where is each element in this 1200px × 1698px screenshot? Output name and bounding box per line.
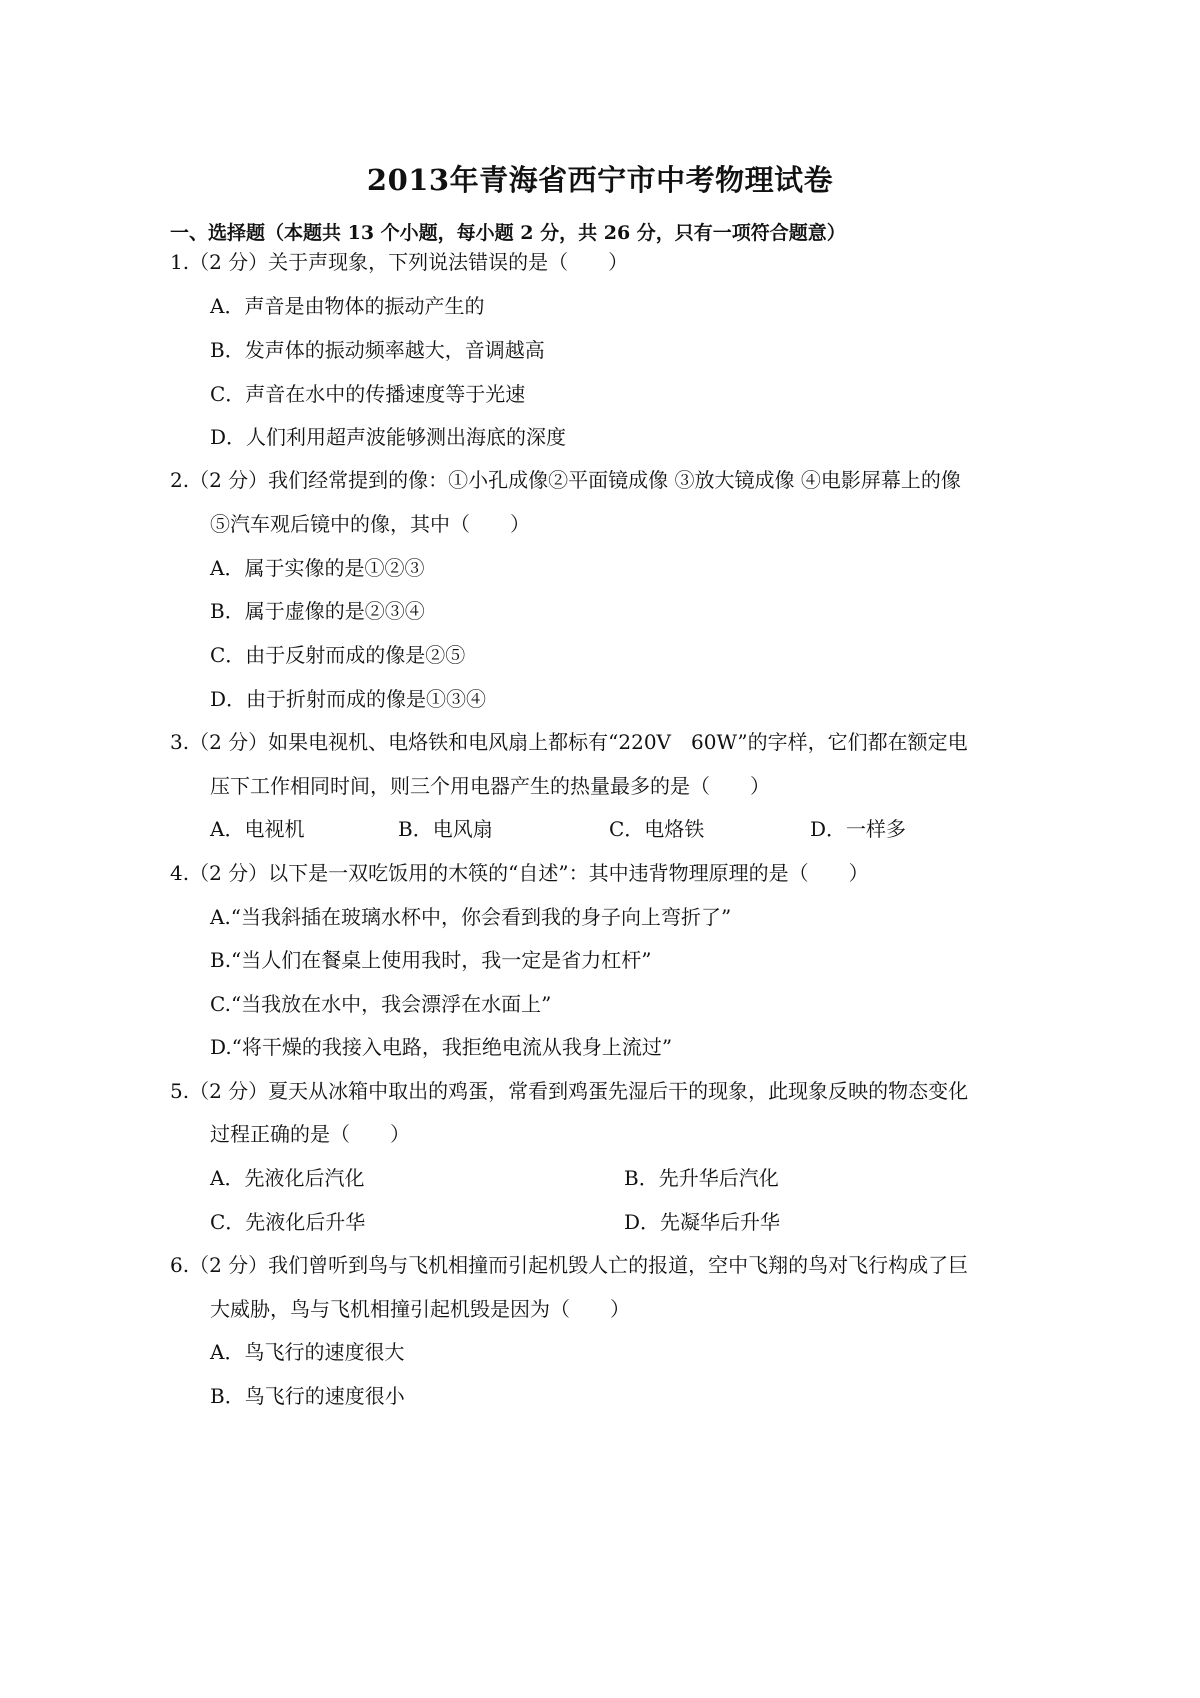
question-2-option-c: C．由于反射而成的像是②⑤: [210, 643, 466, 667]
question-6-option-b: B．鸟飞行的速度很小: [210, 1384, 405, 1408]
question-5-option-d: D．先凝华后升华: [624, 1210, 781, 1234]
question-4-option-a: A.“当我斜插在玻璃水杯中，你会看到我的身子向上弯折了”: [210, 905, 732, 929]
question-3-option-b: B．电风扇: [398, 817, 493, 841]
question-1-stem: 1.（2 分）关于声现象，下列说法错误的是（ ）: [170, 250, 629, 274]
question-2-option-a: A．属于实像的是①②③: [210, 556, 425, 580]
question-3-option-d: D．一样多: [810, 817, 907, 841]
section-heading: 一、选择题（本题共 13 个小题，每小题 2 分，共 26 分，只有一项符合题意）: [170, 222, 846, 244]
question-4-stem: 4.（2 分）以下是一双吃饭用的木筷的“自述”：其中违背物理原理的是（ ）: [170, 861, 869, 885]
question-1-option-c: C．声音在水中的传播速度等于光速: [210, 382, 526, 406]
question-1-option-a: A．声音是由物体的振动产生的: [210, 294, 485, 318]
question-5-stem: 5.（2 分）夏天从冰箱中取出的鸡蛋，常看到鸡蛋先湿后干的现象，此现象反映的物态变化: [170, 1079, 969, 1103]
question-4-option-c: C.“当我放在水中，我会漂浮在水面上”: [210, 992, 552, 1016]
question-6-option-a: A．鸟飞行的速度很大: [210, 1340, 405, 1364]
exam-title: 2013年青海省西宁市中考物理试卷: [366, 163, 834, 197]
question-2-option-b: B．属于虚像的是②③④: [210, 599, 425, 623]
question-4-option-b: B.“当人们在餐桌上使用我时，我一定是省力杠杆”: [210, 948, 652, 972]
question-2-stem-cont: ⑤汽车观后镜中的像，其中（ ）: [210, 512, 530, 536]
question-5-option-c: C．先液化后升华: [210, 1210, 366, 1234]
question-6-stem-cont: 大威胁，鸟与飞机相撞引起机毁是因为（ ）: [210, 1297, 630, 1321]
question-2-stem: 2.（2 分）我们经常提到的像：①小孔成像②平面镜成像 ③放大镜成像 ④电影屏幕上的像: [170, 468, 961, 492]
question-3-option-c: C．电烙铁: [609, 817, 705, 841]
question-6-stem: 6.（2 分）我们曾听到鸟与飞机相撞而引起机毁人亡的报道，空中飞翔的鸟对飞行构成了巨: [170, 1253, 969, 1277]
question-5-option-a: A．先液化后汽化: [210, 1166, 365, 1190]
question-3-stem: 3.（2 分）如果电视机、电烙铁和电风扇上都标有“220V 60W”的字样，它们都在额定电: [170, 730, 968, 754]
question-2-option-d: D．由于折射而成的像是①③④: [210, 687, 487, 711]
question-3-stem-cont: 压下工作相同时间，则三个用电器产生的热量最多的是（ ）: [210, 774, 770, 798]
question-1-option-d: D．人们利用超声波能够测出海底的深度: [210, 425, 567, 449]
question-3-option-a: A．电视机: [210, 817, 305, 841]
question-1-option-b: B．发声体的振动频率越大，音调越高: [210, 338, 545, 362]
question-5-option-b: B．先升华后汽化: [624, 1166, 779, 1190]
question-5-stem-cont: 过程正确的是（ ）: [210, 1122, 410, 1146]
question-4-option-d: D.“将干燥的我接入电路，我拒绝电流从我身上流过”: [210, 1035, 673, 1059]
